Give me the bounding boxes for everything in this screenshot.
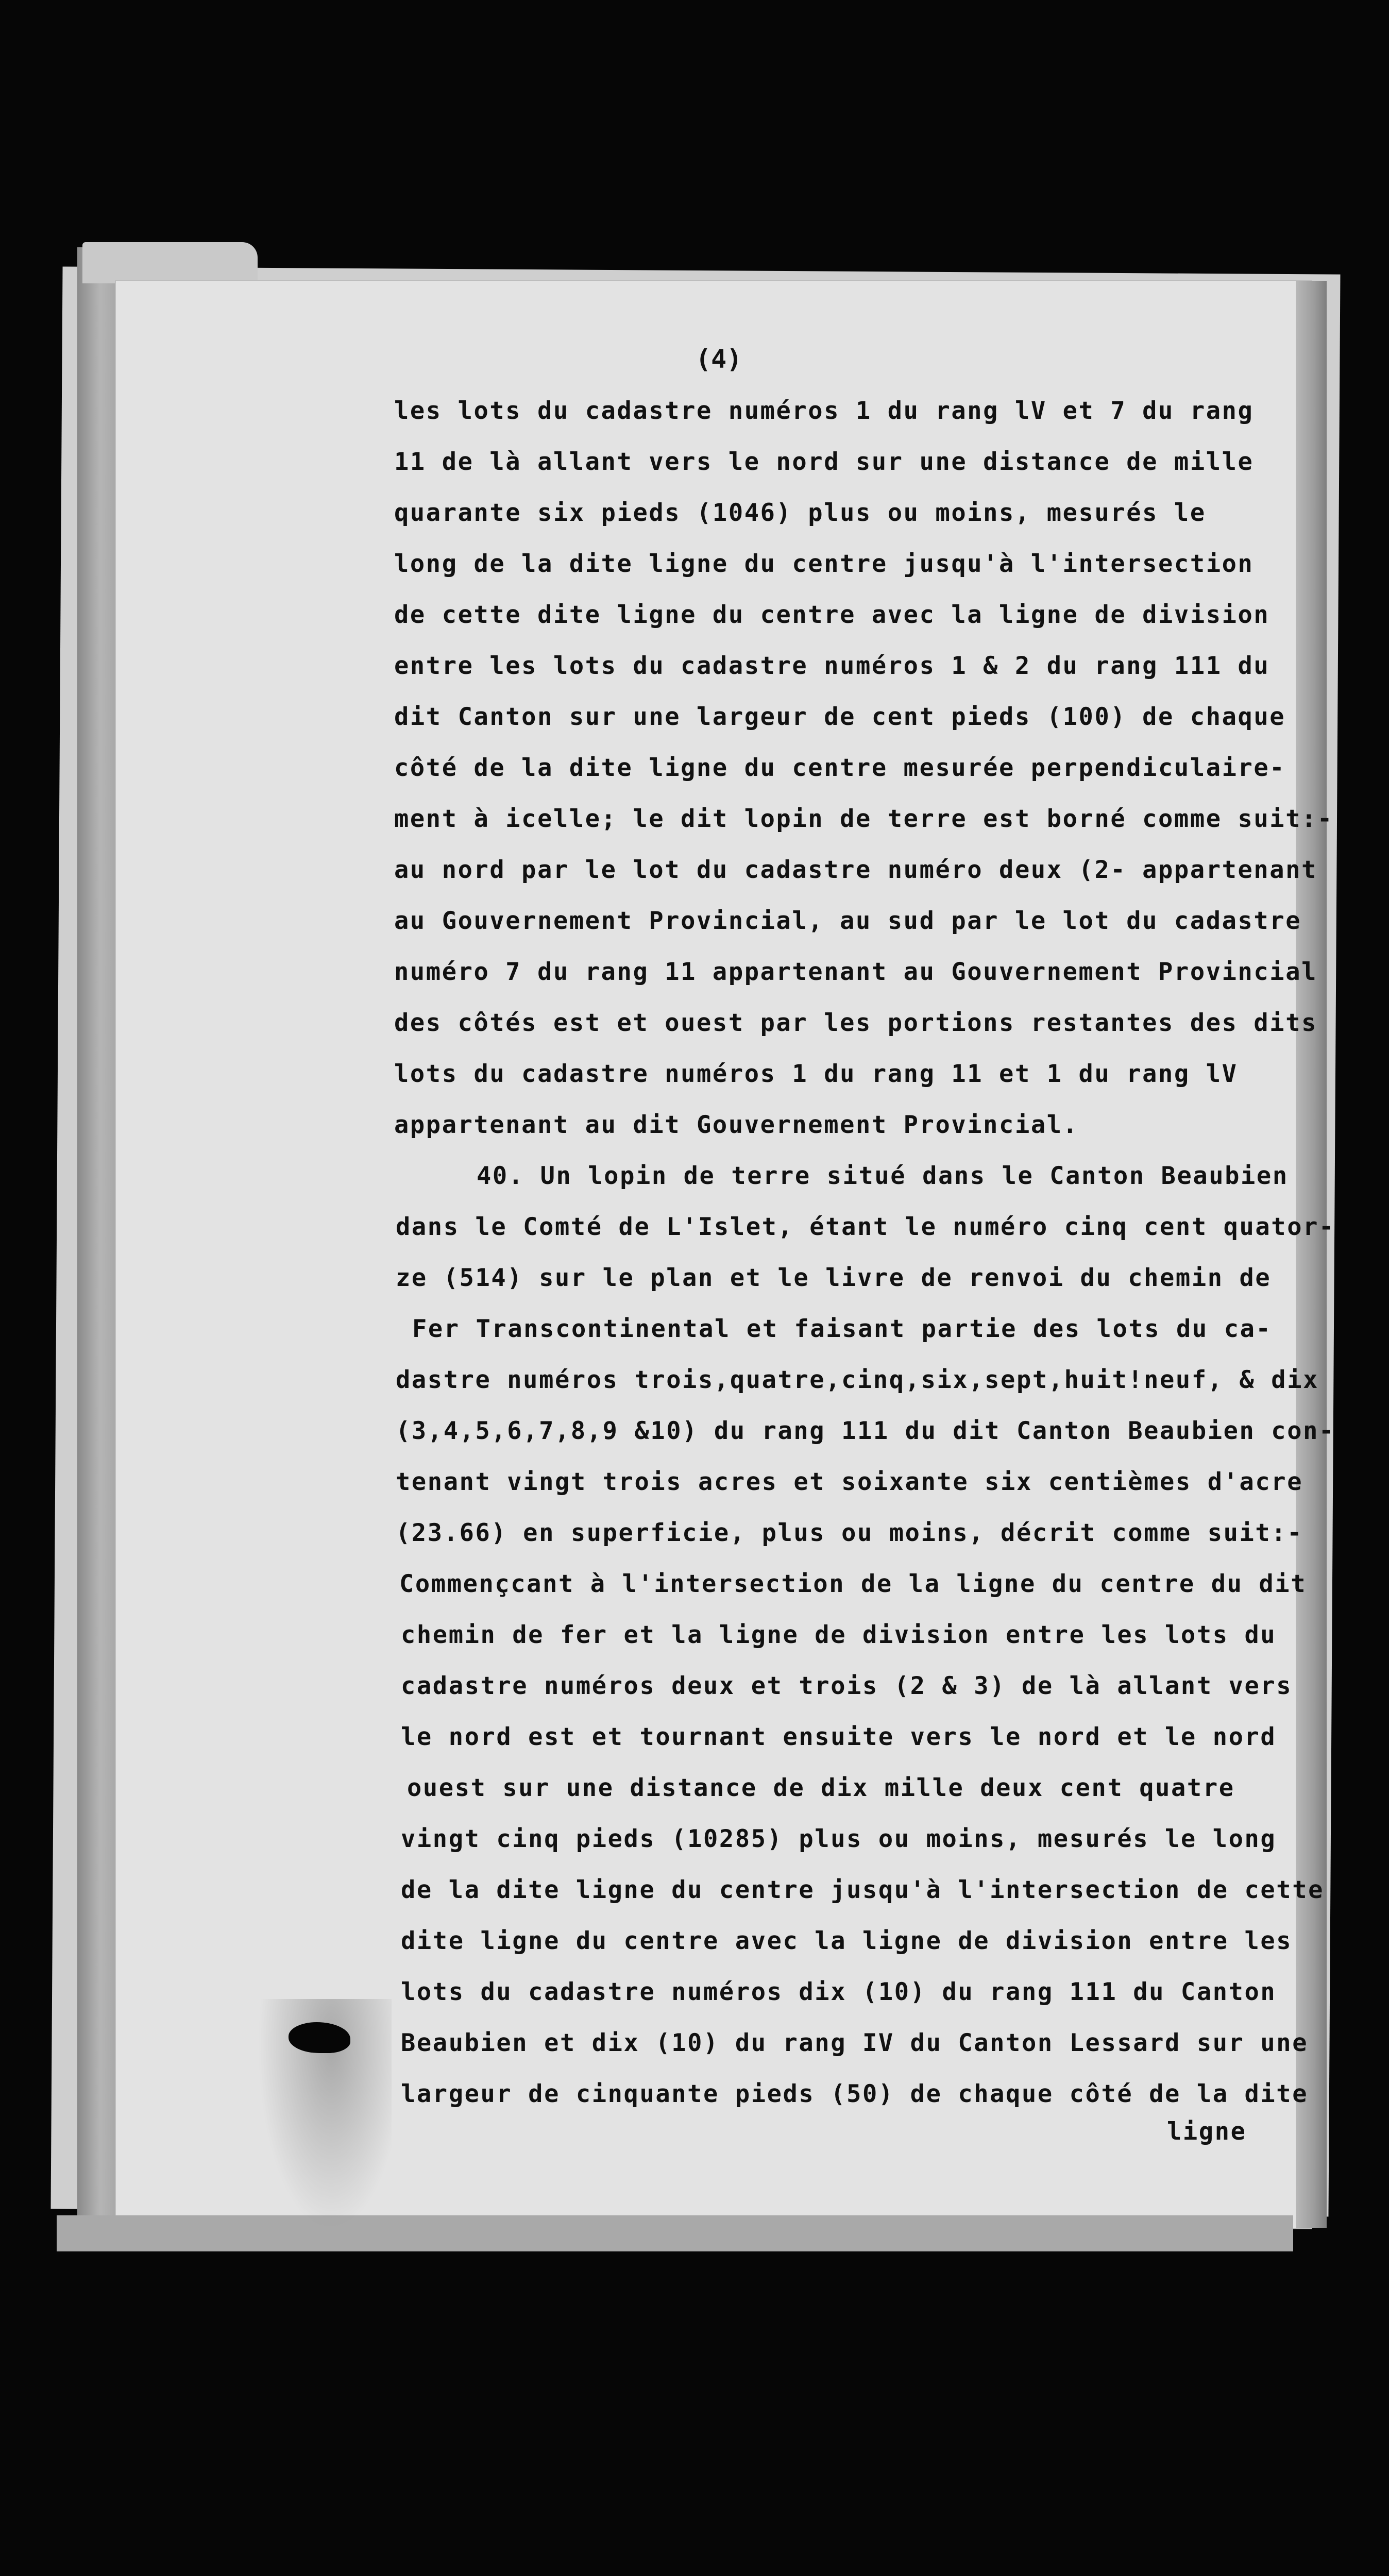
text-line: long de la dite ligne du centre jusqu'à l'intersection <box>394 550 1254 578</box>
text-line: chemin de fer et la ligne de division entre les lots du <box>401 1621 1277 1649</box>
catchword: ligne <box>1167 2117 1247 2146</box>
text-line: au Gouvernement Provincial, au sud par le lot du cadastre <box>394 907 1302 935</box>
text-line: vingt cinq pieds (10285) plus ou moins, mesurés le long <box>401 1825 1277 1853</box>
text-line: dite ligne du centre avec la ligne de division entre les <box>401 1927 1293 1955</box>
text-line: ment à icelle; le dit lopin de terre est borné comme suit:- <box>394 805 1333 833</box>
text-line: appartenant au dit Gouvernement Provincial. <box>394 1111 1079 1139</box>
text-line: 40. Un lopin de terre situé dans le Canton Beaubien <box>477 1162 1289 1190</box>
text-line: entre les lots du cadastre numéros 1 & 2 du rang 111 du <box>394 652 1270 680</box>
text-line: dans le Comté de L'Islet, étant le numéro cinq cent quator- <box>396 1213 1335 1241</box>
text-line: dastre numéros trois,quatre,cinq,six,sept,huit!neuf, & dix <box>396 1366 1319 1394</box>
text-line: 11 de là allant vers le nord sur une distance de mille <box>394 448 1254 476</box>
text-line: le nord est et tournant ensuite vers le nord et le nord <box>401 1723 1277 1751</box>
text-line: les lots du cadastre numéros 1 du rang lV et 7 du rang <box>394 397 1254 425</box>
text-line: ze (514) sur le plan et le livre de renvoi du chemin de <box>396 1264 1272 1292</box>
text-line: lots du cadastre numéros dix (10) du rang 111 du Canton <box>401 1978 1277 2006</box>
text-line: au nord par le lot du cadastre numéro deux (2- appartenant <box>394 856 1317 884</box>
text-line: lots du cadastre numéros 1 du rang 11 et 1 du rang lV <box>394 1060 1238 1088</box>
text-line: numéro 7 du rang 11 appartenant au Gouvernement Provincial <box>394 958 1317 986</box>
text-line: (3,4,5,6,7,8,9 &10) du rang 111 du dit Canton Beaubien con- <box>396 1417 1335 1445</box>
text-line: Commençcant à l'intersection de la ligne du centre du dit <box>399 1570 1307 1598</box>
text-line: largeur de cinquante pieds (50) de chaque côté de la dite <box>401 2080 1309 2108</box>
text-line: de la dite ligne du centre jusqu'à l'intersection de cette <box>401 1876 1324 1904</box>
page-number: (4) <box>696 344 742 374</box>
text-line: Fer Transcontinental et faisant partie des lots du ca- <box>412 1315 1272 1343</box>
text-line: côté de la dite ligne du centre mesurée perpendiculaire- <box>394 754 1286 782</box>
text-line: (23.66) en superficie, plus ou moins, décrit comme suit:- <box>396 1519 1303 1547</box>
text-line: ouest sur une distance de dix mille deux cent quatre <box>407 1774 1235 1802</box>
text-line: des côtés est et ouest par les portions restantes des dits <box>394 1009 1317 1037</box>
text-line: Beaubien et dix (10) du rang IV du Canton Lessard sur une <box>401 2029 1309 2057</box>
text-line: de cette dite ligne du centre avec la ligne de division <box>394 601 1270 629</box>
text-line: tenant vingt trois acres et soixante six centièmes d'acre <box>396 1468 1303 1496</box>
text-line: dit Canton sur une largeur de cent pieds (100) de chaque <box>394 703 1286 731</box>
text-line: cadastre numéros deux et trois (2 & 3) de là allant vers <box>401 1672 1293 1700</box>
text-line: quarante six pieds (1046) plus ou moins, mesurés le <box>394 499 1206 527</box>
